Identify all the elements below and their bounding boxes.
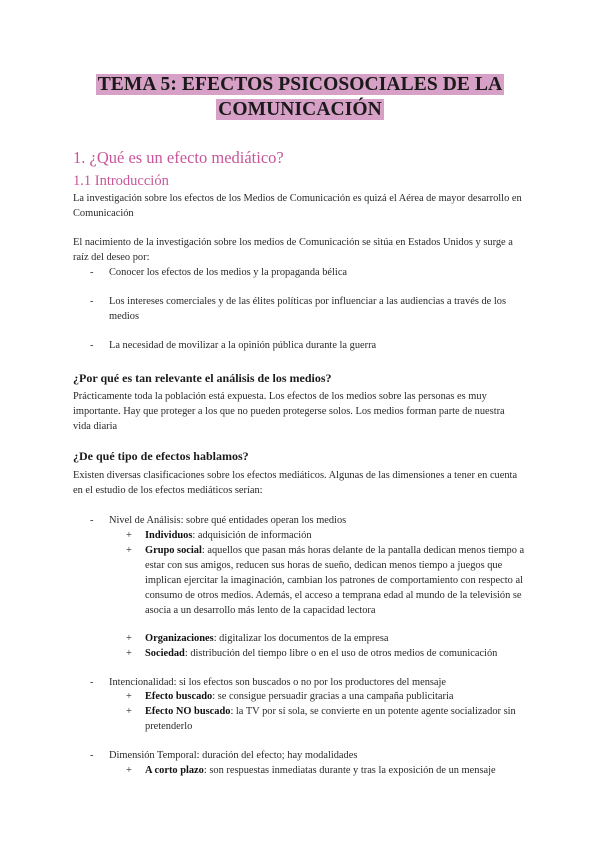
list-item <box>145 704 525 734</box>
list-plus: + <box>126 648 132 659</box>
term-desc: : digitalizar los documentos de la empresa <box>213 633 389 644</box>
intro-paragraph: La investigación sobre los efectos de los Medios de Comunicación es quizá el Aérea de mayor desarrollo en Comunicación <box>73 193 522 219</box>
list-item: La necesidad de movilizar a la opinión pública durante la guerra <box>109 340 377 351</box>
list-plus: + <box>126 706 132 717</box>
list-dash: - <box>90 677 94 688</box>
list-plus: + <box>126 530 132 541</box>
list-plus: + <box>126 765 132 776</box>
term: Grupo social <box>145 545 202 556</box>
list-dash: - <box>90 750 94 761</box>
term-desc: : se consigue persuadir gracias a una campaña publicitaria <box>212 691 454 702</box>
list-item <box>145 689 525 704</box>
term-desc: : adquisición de información <box>192 530 312 541</box>
relevance-paragraph: Prácticamente toda la población está expuesta. Los efectos de los medios sobre las personas es muy importante. Hay que proteger a los que no pueden protegerse solos. Los medios forman parte de nuestra vida diaria <box>73 391 505 432</box>
list-item: Conocer los efectos de los medios y la propaganda bélica <box>109 267 348 278</box>
title-line-1-wrap <box>0 74 600 96</box>
term: A corto plazo <box>145 765 204 776</box>
term-desc: : la TV por sí sola, se convierte en un potente agente socializador sin pretenderlo <box>145 706 516 732</box>
list-item <box>145 763 525 778</box>
list-item: Los intereses comerciales y de las élites políticas por influenciar a las audiencias a través de los medios <box>109 296 507 322</box>
section-heading: 1. ¿Qué es un efecto mediático? <box>73 148 284 167</box>
list-item <box>145 646 525 661</box>
title-line-2-wrap <box>0 99 600 121</box>
relevance-heading: ¿Por qué es tan relevante el análisis de los medios? <box>73 371 332 385</box>
list-dash: - <box>90 515 94 526</box>
page-title-line-1: TEMA 5: EFECTOS PSICOSOCIALES DE LA <box>97 74 503 95</box>
types-intro: Existen diversas clasificaciones sobre los efectos mediáticos. Algunas de las dimensiones a tener en cuenta en el estudio de los efectos mediáticos serían: <box>73 470 518 496</box>
list-dash: - <box>90 296 94 307</box>
dimension-label: Intencionalidad: si los efectos son buscados o no por los productores del mensaje <box>109 677 447 688</box>
list-dash: - <box>90 340 94 351</box>
term-desc: : aquellos que pasan más horas delante de la pantalla dedican menos tiempo a estar con sus amigos, reducen sus horas de sueño, dedican menos tiempo a juegos que implican ejercitar la imaginación, cambian los patrones de comportamiento con respecto al consumo de otros medios. Además, el acceso a temprana edad al mundo de la televisión se asocia a un desarrollo más lento de la capacidad lectora <box>145 545 525 616</box>
term: Sociedad <box>145 648 185 659</box>
list-dash: - <box>90 267 94 278</box>
term: Efecto NO buscado <box>145 706 231 717</box>
subsection-heading: 1.1 Introducción <box>73 173 169 189</box>
term-desc: : distribución del tiempo libre o en el uso de otros medios de comunicación <box>184 648 498 659</box>
list-item <box>145 543 525 618</box>
types-heading: ¿De qué tipo de efectos hablamos? <box>73 449 249 463</box>
list-item <box>145 631 525 646</box>
origin-paragraph: El nacimiento de la investigación sobre los medios de Comunicación se sitúa en Estados Unidos y surge a raíz del deseo por: <box>73 237 513 263</box>
page-title-line-2: COMUNICACIÓN <box>218 99 382 120</box>
term: Organizaciones <box>145 633 214 644</box>
term: Efecto buscado <box>145 691 213 702</box>
list-item <box>145 528 525 543</box>
list-plus: + <box>126 545 132 556</box>
list-plus: + <box>126 691 132 702</box>
term-desc: : son respuestas inmediatas durante y tras la exposición de un mensaje <box>203 765 496 776</box>
term: Individuos <box>145 530 193 541</box>
dimension-label: Nivel de Análisis: sobre qué entidades operan los medios <box>109 515 347 526</box>
list-plus: + <box>126 633 132 644</box>
dimension-label: Dimensión Temporal: duración del efecto; hay modalidades <box>109 750 358 761</box>
